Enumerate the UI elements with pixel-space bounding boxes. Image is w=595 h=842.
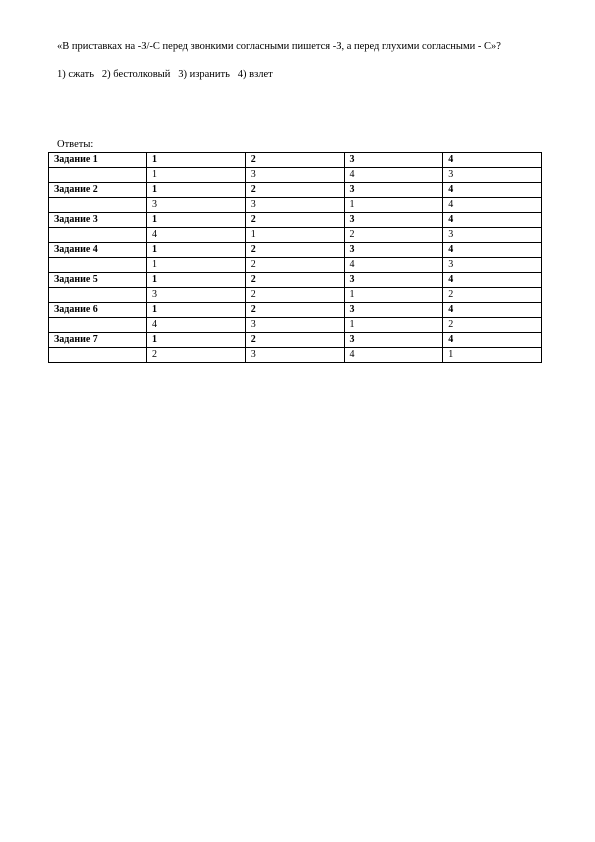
option-number: 4 [443,303,542,318]
option-number: 3 [344,333,443,348]
option-number: 3 [344,213,443,228]
answer-cell: 1 [344,198,443,213]
task-header-row [49,333,542,348]
option-number: 2 [245,153,344,168]
empty-cell [49,228,147,243]
answer-cell: 4 [147,228,246,243]
answers-table [48,152,542,363]
answer-cell: 2 [443,318,542,333]
answer-cell: 3 [245,198,344,213]
option-number: 3 [344,303,443,318]
answer-row [49,228,542,243]
empty-cell [49,288,147,303]
answer-row [49,198,542,213]
task-header-row [49,243,542,258]
answers-table-body [49,153,542,363]
task-header-row [49,183,542,198]
answer-row [49,258,542,273]
question-text: «В приставках на -З/-С перед звонкими согласными пишется -З, а перед глухими согласными - С»? [57,41,501,52]
answer-cell: 3 [443,258,542,273]
answer-cell: 3 [443,168,542,183]
answers-label: Ответы: [57,139,94,150]
option-number: 3 [344,183,443,198]
option-number: 1 [147,183,246,198]
option-number: 1 [147,243,246,258]
answer-cell: 1 [147,258,246,273]
answer-cell: 2 [344,228,443,243]
answer-row [49,168,542,183]
answer-cell: 3 [147,288,246,303]
answer-cell: 1 [344,318,443,333]
task-header-row [49,213,542,228]
option-number: 3 [344,273,443,288]
option-number: 4 [443,333,542,348]
answer-cell: 4 [344,348,443,363]
answer-cell: 4 [344,168,443,183]
answer-cell: 2 [245,288,344,303]
answer-row [49,348,542,363]
answer-cell: 4 [344,258,443,273]
empty-cell [49,318,147,333]
option-number: 4 [443,183,542,198]
answer-cell: 3 [147,198,246,213]
option-number: 1 [147,333,246,348]
task-header-row [49,153,542,168]
answer-cell: 3 [245,348,344,363]
empty-cell [49,348,147,363]
option-number: 2 [245,303,344,318]
option-number: 3 [344,153,443,168]
option-number: 4 [443,273,542,288]
answer-cell: 4 [147,318,246,333]
option-number: 2 [245,213,344,228]
option-number: 1 [147,153,246,168]
task-label: Задание 3 [49,213,147,228]
task-label: Задание 7 [49,333,147,348]
answer-cell: 2 [245,258,344,273]
empty-cell [49,198,147,213]
empty-cell [49,168,147,183]
answer-cell: 2 [443,288,542,303]
answer-cell: 3 [443,228,542,243]
option-number: 3 [344,243,443,258]
answer-cell: 1 [344,288,443,303]
answer-cell: 1 [147,168,246,183]
task-label: Задание 4 [49,243,147,258]
task-label: Задание 2 [49,183,147,198]
answer-cell: 1 [443,348,542,363]
option-number: 1 [147,213,246,228]
answer-cell: 2 [147,348,246,363]
option-number: 1 [147,273,246,288]
answer-cell: 3 [245,168,344,183]
task-header-row [49,303,542,318]
answer-cell: 4 [443,198,542,213]
option-number: 1 [147,303,246,318]
answer-row [49,318,542,333]
option-number: 2 [245,183,344,198]
task-label: Задание 1 [49,153,147,168]
option-number: 2 [245,333,344,348]
task-header-row [49,273,542,288]
option-number: 2 [245,273,344,288]
answer-cell: 1 [245,228,344,243]
task-label: Задание 5 [49,273,147,288]
option-number: 2 [245,243,344,258]
answer-options: 1) сжать 2) бестолковый 3) изранить 4) взлет [57,69,273,80]
option-number: 4 [443,213,542,228]
answer-row [49,288,542,303]
option-number: 4 [443,243,542,258]
task-label: Задание 6 [49,303,147,318]
empty-cell [49,258,147,273]
option-number: 4 [443,153,542,168]
answer-cell: 3 [245,318,344,333]
